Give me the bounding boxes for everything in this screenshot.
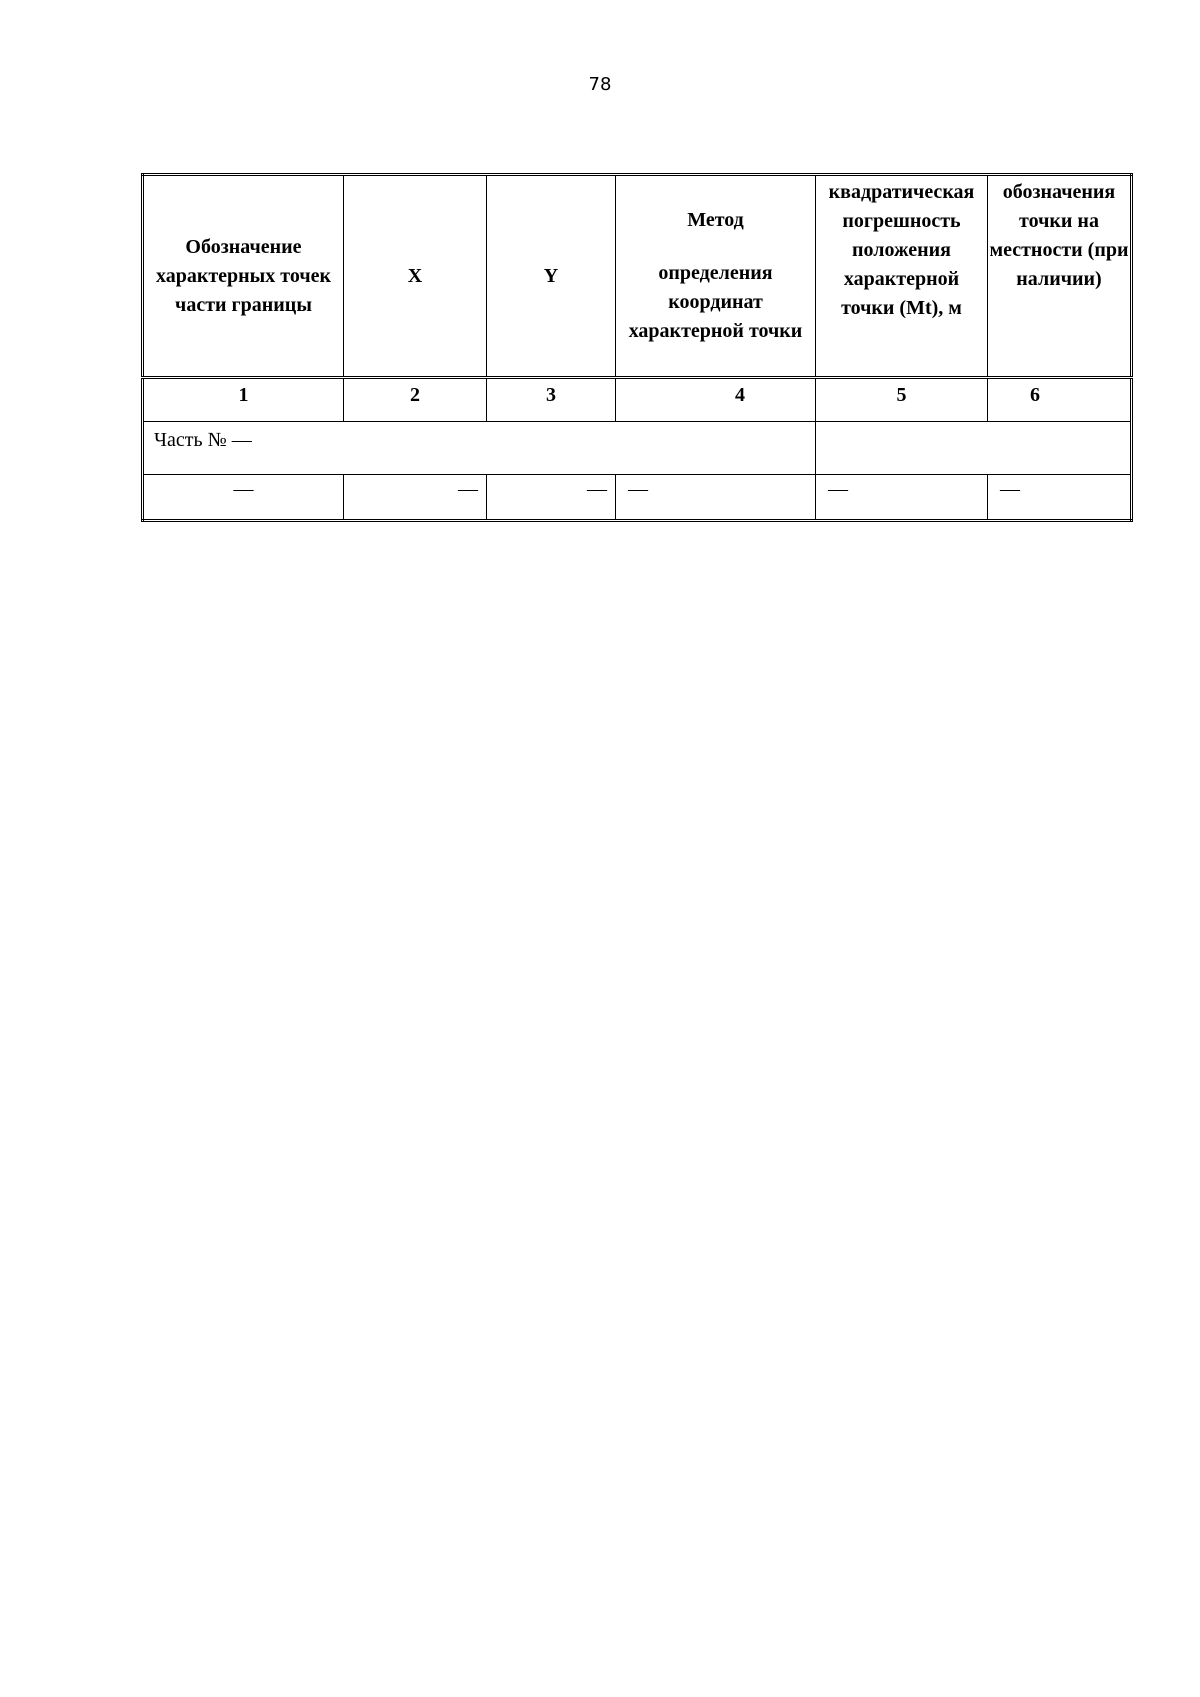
header-x: X <box>344 175 487 378</box>
cell-error: — <box>816 475 988 521</box>
column-number-6: 6 <box>988 378 1132 422</box>
cell-point-designation: — <box>143 475 344 521</box>
header-method <box>616 175 816 378</box>
table-header-row <box>143 175 1132 378</box>
part-label: Часть № — <box>143 422 816 475</box>
part-row <box>143 422 1132 475</box>
header-method-title: Метод <box>687 209 744 231</box>
cell-method: — <box>616 475 816 521</box>
boundary-points-table <box>141 173 1133 522</box>
cell-x: — <box>344 475 487 521</box>
cell-y: — <box>487 475 616 521</box>
cell-marking: — <box>988 475 1132 521</box>
page-number: 78 <box>588 74 612 95</box>
table-row <box>143 475 1132 521</box>
column-number-3: 3 <box>487 378 616 422</box>
column-number-2: 2 <box>344 378 487 422</box>
header-point-designation: Обозначение характерных точек части границы <box>143 175 344 378</box>
header-error: квадратическая погрешность положения характерной точки (Mt), м <box>816 175 988 378</box>
column-number-4: 4 <box>616 378 816 422</box>
header-y: Y <box>487 175 616 378</box>
part-empty-cell <box>816 422 1132 475</box>
header-marking: обозначения точки на местности (при наличии) <box>988 175 1132 378</box>
column-number-row <box>143 378 1132 422</box>
column-number-1: 1 <box>143 378 344 422</box>
column-number-5: 5 <box>816 378 988 422</box>
header-method-detail: определения координат характерной точки <box>628 262 803 342</box>
